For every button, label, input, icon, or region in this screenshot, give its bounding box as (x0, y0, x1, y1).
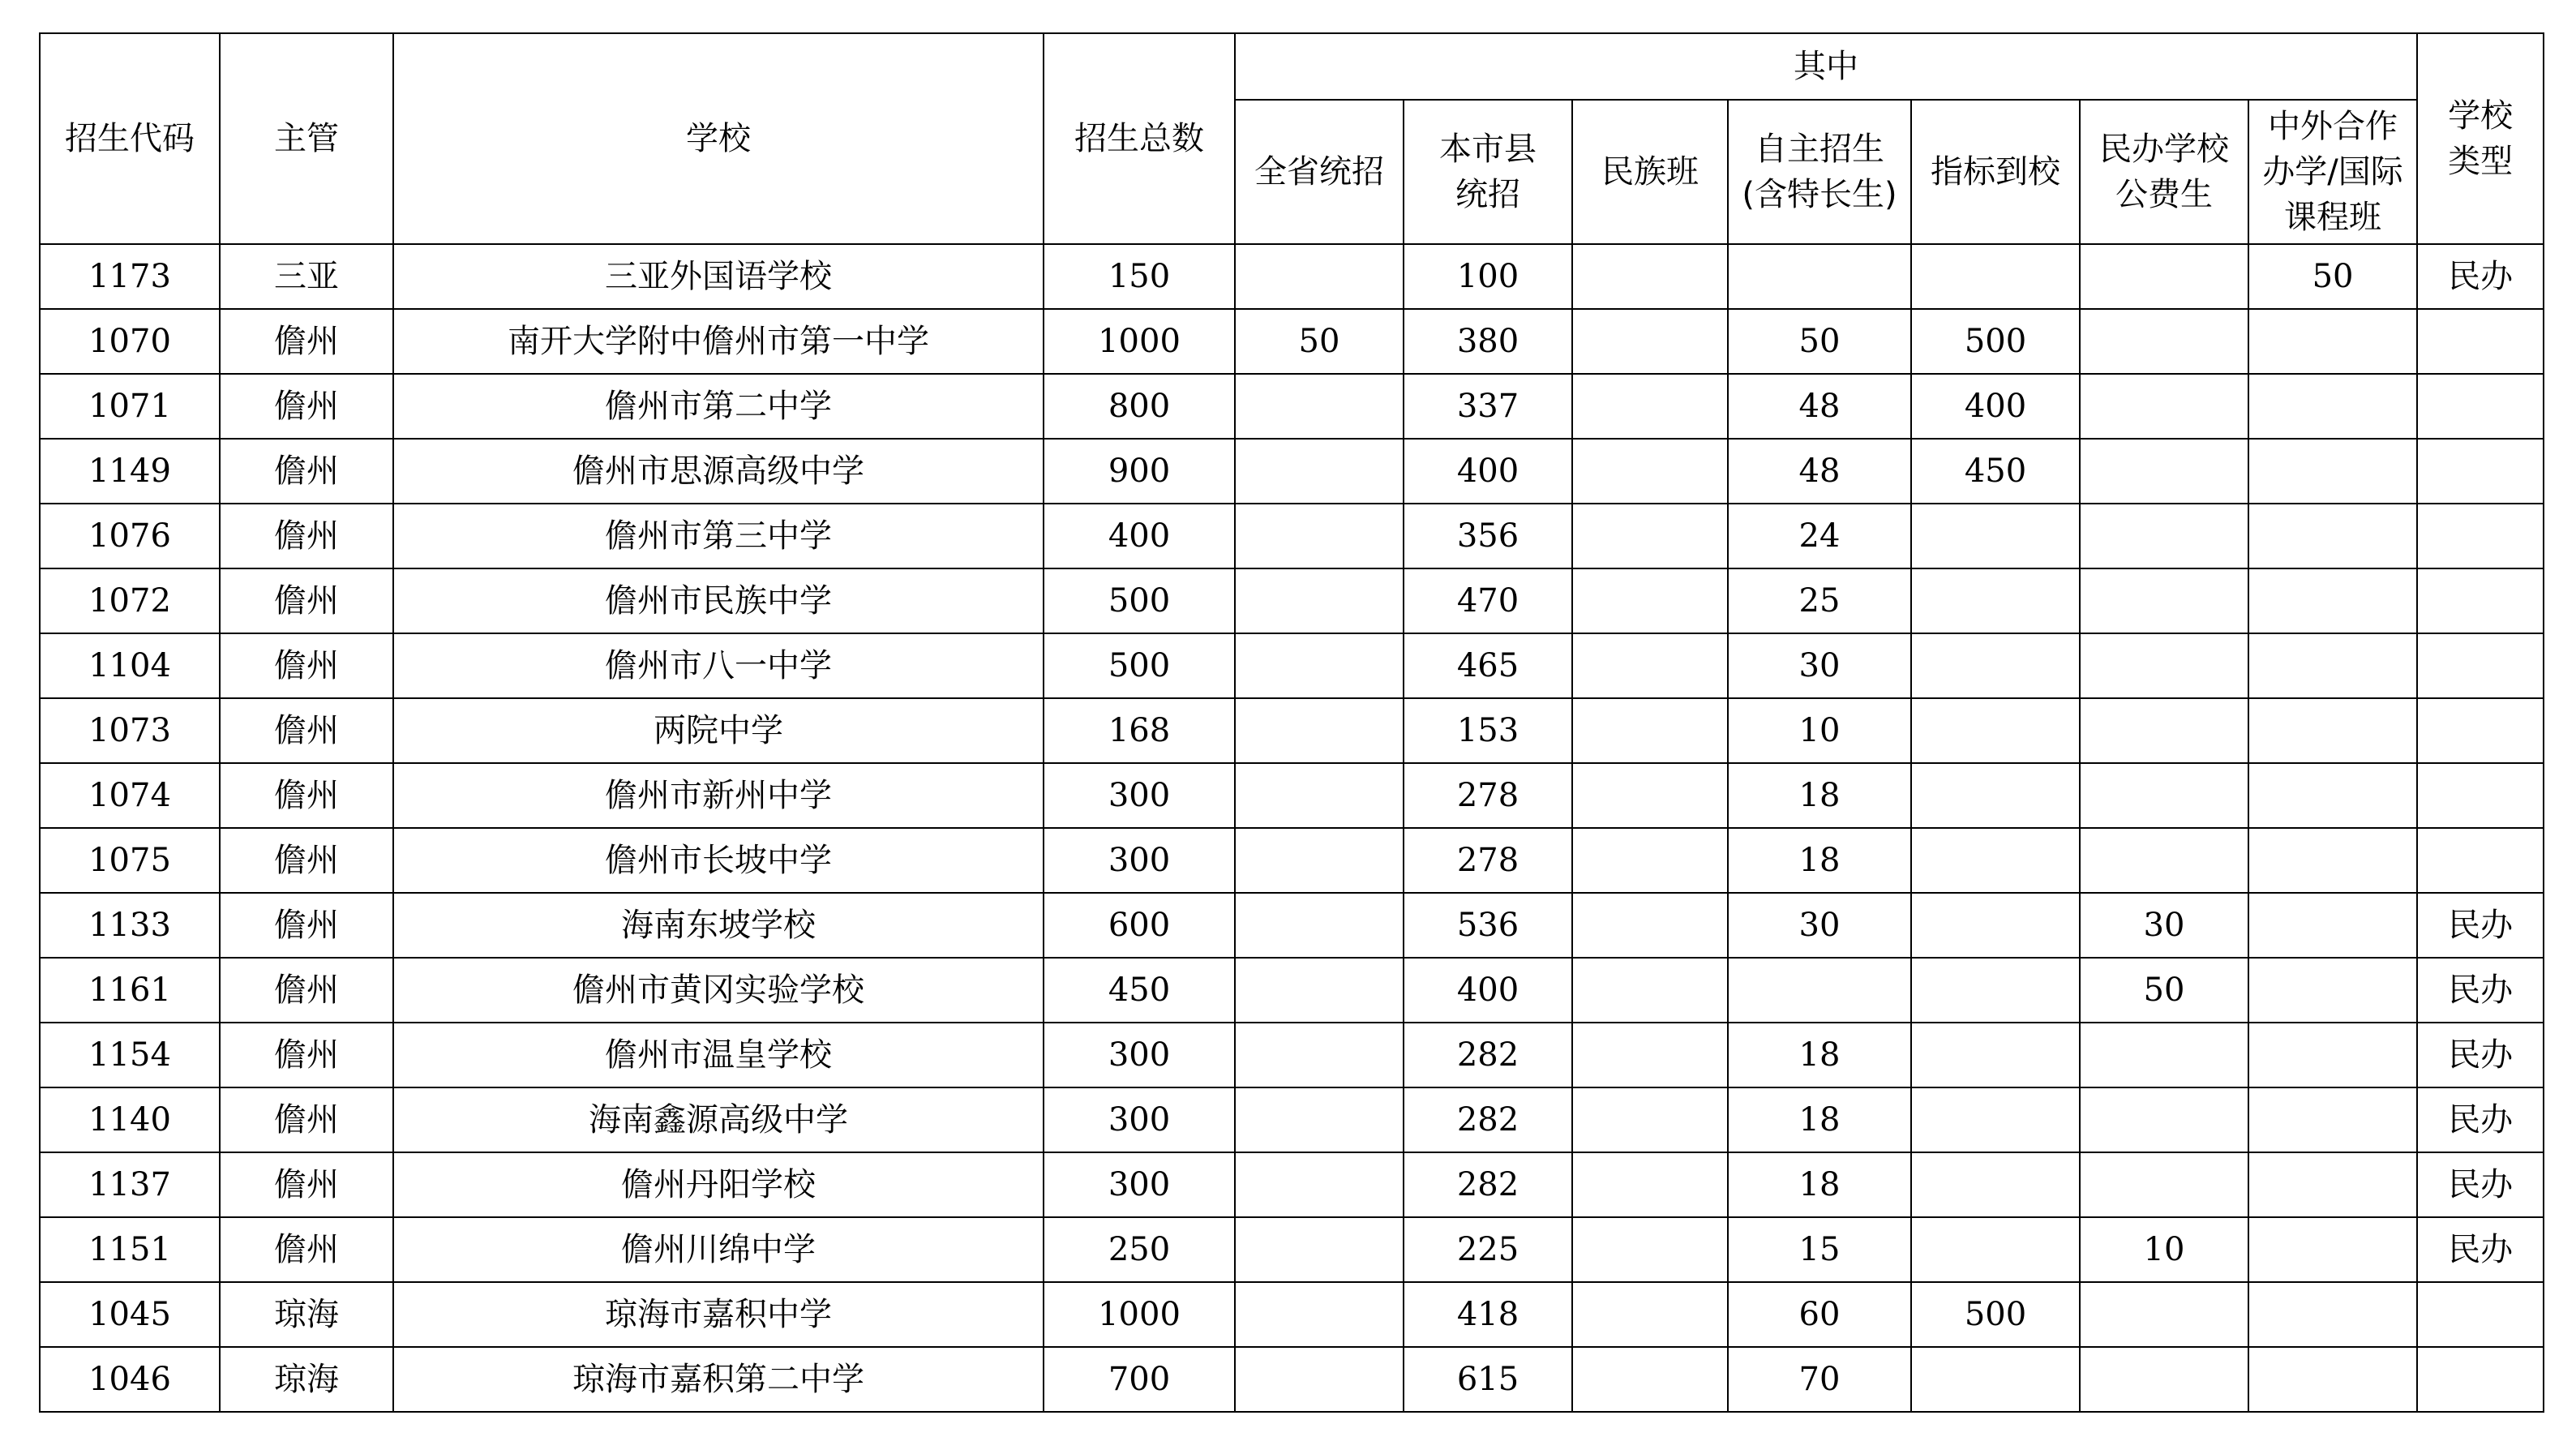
cell-intl (2248, 439, 2417, 504)
cell-autonomous: 18 (1728, 1087, 1911, 1152)
header-ethnic: 民族班 (1572, 100, 1728, 244)
cell-private-public (2080, 1087, 2248, 1152)
cell-local: 536 (1404, 893, 1572, 958)
cell-code: 1071 (40, 374, 220, 439)
cell-province (1235, 374, 1404, 439)
cell-local: 356 (1404, 504, 1572, 568)
cell-private-public (2080, 1023, 2248, 1087)
cell-autonomous: 48 (1728, 439, 1911, 504)
cell-quota (1911, 893, 2080, 958)
cell-total: 700 (1044, 1347, 1235, 1412)
cell-quota (1911, 763, 2080, 828)
cell-total: 300 (1044, 1087, 1235, 1152)
table-body (40, 244, 2544, 1412)
table-row (40, 504, 2544, 568)
cell-code: 1149 (40, 439, 220, 504)
cell-quota (1911, 698, 2080, 763)
cell-total: 400 (1044, 504, 1235, 568)
cell-local: 380 (1404, 309, 1572, 374)
cell-school: 儋州市黄冈实验学校 (393, 958, 1044, 1023)
cell-type (2417, 1347, 2544, 1412)
header-province: 全省统招 (1235, 100, 1404, 244)
cell-type (2417, 568, 2544, 633)
cell-quota (1911, 244, 2080, 309)
cell-private-public (2080, 244, 2248, 309)
header-intl-line1: 中外合作 (2268, 108, 2398, 145)
cell-province: 50 (1235, 309, 1404, 374)
header-local-line1: 本市县 (1439, 131, 1537, 168)
cell-code: 1076 (40, 504, 220, 568)
cell-autonomous: 18 (1728, 1023, 1911, 1087)
cell-quota (1911, 1087, 2080, 1152)
cell-local: 278 (1404, 763, 1572, 828)
cell-ethnic (1572, 374, 1728, 439)
cell-autonomous: 15 (1728, 1217, 1911, 1282)
header-school-type (2417, 33, 2544, 244)
cell-total: 300 (1044, 763, 1235, 828)
cell-autonomous: 18 (1728, 1152, 1911, 1217)
cell-total: 500 (1044, 568, 1235, 633)
cell-private-public (2080, 568, 2248, 633)
table-row (40, 1347, 2544, 1412)
cell-private-public (2080, 763, 2248, 828)
table-row (40, 828, 2544, 893)
cell-private-public (2080, 1347, 2248, 1412)
table-row (40, 568, 2544, 633)
cell-intl (2248, 1152, 2417, 1217)
cell-autonomous: 18 (1728, 763, 1911, 828)
cell-code: 1137 (40, 1152, 220, 1217)
cell-type (2417, 504, 2544, 568)
cell-province (1235, 568, 1404, 633)
table-row (40, 439, 2544, 504)
cell-authority: 儋州 (220, 893, 393, 958)
cell-ethnic (1572, 309, 1728, 374)
cell-intl (2248, 698, 2417, 763)
cell-school: 儋州丹阳学校 (393, 1152, 1044, 1217)
cell-private-public (2080, 1152, 2248, 1217)
cell-province (1235, 1282, 1404, 1347)
cell-school: 儋州市温皇学校 (393, 1023, 1044, 1087)
header-school-type-line2: 类型 (2448, 143, 2514, 180)
cell-autonomous: 25 (1728, 568, 1911, 633)
header-quota: 指标到校 (1911, 100, 2080, 244)
cell-autonomous: 30 (1728, 893, 1911, 958)
cell-code: 1173 (40, 244, 220, 309)
cell-quota (1911, 828, 2080, 893)
cell-intl (2248, 1282, 2417, 1347)
cell-authority: 琼海 (220, 1347, 393, 1412)
cell-code: 1073 (40, 698, 220, 763)
header-private-public-line2: 公费生 (2115, 176, 2213, 213)
cell-school: 海南东坡学校 (393, 893, 1044, 958)
cell-authority: 儋州 (220, 958, 393, 1023)
cell-intl (2248, 568, 2417, 633)
cell-authority: 儋州 (220, 439, 393, 504)
cell-province (1235, 1217, 1404, 1282)
cell-ethnic (1572, 633, 1728, 698)
header-autonomous-line2: (含特长生) (1742, 176, 1897, 213)
cell-type (2417, 374, 2544, 439)
header-total: 招生总数 (1044, 33, 1235, 244)
cell-total: 800 (1044, 374, 1235, 439)
cell-authority: 琼海 (220, 1282, 393, 1347)
cell-code: 1046 (40, 1347, 220, 1412)
cell-province (1235, 1087, 1404, 1152)
cell-local: 100 (1404, 244, 1572, 309)
cell-autonomous: 10 (1728, 698, 1911, 763)
table-row (40, 893, 2544, 958)
cell-ethnic (1572, 1217, 1728, 1282)
cell-total: 300 (1044, 1152, 1235, 1217)
cell-private-public: 10 (2080, 1217, 2248, 1282)
cell-ethnic (1572, 763, 1728, 828)
cell-autonomous: 48 (1728, 374, 1911, 439)
cell-province (1235, 1347, 1404, 1412)
cell-ethnic (1572, 1347, 1728, 1412)
cell-authority: 儋州 (220, 828, 393, 893)
cell-ethnic (1572, 568, 1728, 633)
cell-quota (1911, 958, 2080, 1023)
cell-authority: 儋州 (220, 374, 393, 439)
table-row (40, 698, 2544, 763)
cell-province (1235, 1023, 1404, 1087)
cell-total: 900 (1044, 439, 1235, 504)
cell-local: 153 (1404, 698, 1572, 763)
cell-autonomous: 24 (1728, 504, 1911, 568)
cell-intl (2248, 633, 2417, 698)
cell-ethnic (1572, 1282, 1728, 1347)
header-intl (2248, 100, 2417, 244)
cell-total: 600 (1044, 893, 1235, 958)
cell-type (2417, 309, 2544, 374)
table-row (40, 1152, 2544, 1217)
cell-authority: 儋州 (220, 763, 393, 828)
cell-intl (2248, 309, 2417, 374)
cell-type: 民办 (2417, 1087, 2544, 1152)
cell-private-public: 30 (2080, 893, 2248, 958)
header-code: 招生代码 (40, 33, 220, 244)
header-intl-line3: 课程班 (2284, 199, 2382, 236)
header-local (1404, 100, 1572, 244)
cell-intl (2248, 1217, 2417, 1282)
cell-total: 168 (1044, 698, 1235, 763)
cell-code: 1072 (40, 568, 220, 633)
cell-school: 儋州市八一中学 (393, 633, 1044, 698)
cell-autonomous: 60 (1728, 1282, 1911, 1347)
cell-province (1235, 244, 1404, 309)
cell-school: 海南鑫源高级中学 (393, 1087, 1044, 1152)
cell-local: 278 (1404, 828, 1572, 893)
cell-province (1235, 504, 1404, 568)
cell-ethnic (1572, 439, 1728, 504)
cell-autonomous (1728, 244, 1911, 309)
table-row (40, 1023, 2544, 1087)
cell-code: 1154 (40, 1023, 220, 1087)
cell-province (1235, 633, 1404, 698)
cell-school: 南开大学附中儋州市第一中学 (393, 309, 1044, 374)
cell-total: 1000 (1044, 1282, 1235, 1347)
cell-local: 225 (1404, 1217, 1572, 1282)
cell-total: 500 (1044, 633, 1235, 698)
cell-local: 615 (1404, 1347, 1572, 1412)
cell-school: 儋州市民族中学 (393, 568, 1044, 633)
table-header (40, 33, 2544, 244)
cell-private-public (2080, 698, 2248, 763)
cell-code: 1133 (40, 893, 220, 958)
cell-province (1235, 439, 1404, 504)
cell-code: 1070 (40, 309, 220, 374)
table-row (40, 1217, 2544, 1282)
cell-local: 400 (1404, 958, 1572, 1023)
cell-code: 1104 (40, 633, 220, 698)
cell-intl (2248, 958, 2417, 1023)
enrollment-plan-table (39, 32, 2544, 1413)
cell-authority: 儋州 (220, 568, 393, 633)
cell-autonomous: 50 (1728, 309, 1911, 374)
header-autonomous-line1: 自主招生 (1755, 131, 1884, 168)
cell-province (1235, 763, 1404, 828)
cell-local: 337 (1404, 374, 1572, 439)
header-local-line2: 统招 (1455, 176, 1520, 213)
cell-ethnic (1572, 1087, 1728, 1152)
cell-ethnic (1572, 958, 1728, 1023)
cell-province (1235, 828, 1404, 893)
cell-total: 250 (1044, 1217, 1235, 1282)
cell-private-public (2080, 1282, 2248, 1347)
cell-province (1235, 698, 1404, 763)
cell-authority: 儋州 (220, 309, 393, 374)
header-of-which: 其中 (1235, 33, 2417, 100)
cell-intl (2248, 504, 2417, 568)
table-row (40, 374, 2544, 439)
cell-school: 三亚外国语学校 (393, 244, 1044, 309)
table-row (40, 763, 2544, 828)
cell-quota (1911, 504, 2080, 568)
cell-local: 282 (1404, 1087, 1572, 1152)
table-row (40, 309, 2544, 374)
cell-school: 儋州市思源高级中学 (393, 439, 1044, 504)
cell-private-public (2080, 439, 2248, 504)
cell-authority: 儋州 (220, 1217, 393, 1282)
cell-ethnic (1572, 504, 1728, 568)
cell-province (1235, 1152, 1404, 1217)
cell-intl (2248, 1087, 2417, 1152)
cell-private-public (2080, 309, 2248, 374)
table-row (40, 1087, 2544, 1152)
cell-private-public (2080, 374, 2248, 439)
cell-type (2417, 1282, 2544, 1347)
cell-school: 儋州市新州中学 (393, 763, 1044, 828)
cell-ethnic (1572, 698, 1728, 763)
cell-authority: 儋州 (220, 1023, 393, 1087)
cell-private-public (2080, 633, 2248, 698)
header-school-type-line1: 学校 (2448, 97, 2514, 135)
header-intl-line2: 办学/国际 (2262, 153, 2403, 191)
cell-type: 民办 (2417, 1152, 2544, 1217)
cell-quota: 500 (1911, 1282, 2080, 1347)
cell-authority: 三亚 (220, 244, 393, 309)
cell-quota: 450 (1911, 439, 2080, 504)
cell-quota (1911, 1023, 2080, 1087)
cell-total: 300 (1044, 828, 1235, 893)
cell-intl (2248, 1023, 2417, 1087)
cell-intl (2248, 828, 2417, 893)
cell-local: 465 (1404, 633, 1572, 698)
cell-quota (1911, 633, 2080, 698)
header-private-public (2080, 100, 2248, 244)
table-row (40, 633, 2544, 698)
cell-type: 民办 (2417, 1217, 2544, 1282)
cell-autonomous (1728, 958, 1911, 1023)
cell-authority: 儋州 (220, 504, 393, 568)
cell-type (2417, 439, 2544, 504)
cell-school: 儋州市第三中学 (393, 504, 1044, 568)
cell-type (2417, 763, 2544, 828)
cell-type (2417, 828, 2544, 893)
cell-total: 1000 (1044, 309, 1235, 374)
cell-province (1235, 958, 1404, 1023)
cell-code: 1151 (40, 1217, 220, 1282)
cell-code: 1075 (40, 828, 220, 893)
cell-quota (1911, 568, 2080, 633)
cell-quota (1911, 1217, 2080, 1282)
cell-school: 儋州川绵中学 (393, 1217, 1044, 1282)
cell-type (2417, 698, 2544, 763)
cell-quota (1911, 1347, 2080, 1412)
cell-intl (2248, 1347, 2417, 1412)
cell-intl (2248, 374, 2417, 439)
cell-code: 1140 (40, 1087, 220, 1152)
cell-local: 470 (1404, 568, 1572, 633)
cell-local: 418 (1404, 1282, 1572, 1347)
cell-school: 两院中学 (393, 698, 1044, 763)
cell-code: 1161 (40, 958, 220, 1023)
cell-total: 450 (1044, 958, 1235, 1023)
cell-autonomous: 18 (1728, 828, 1911, 893)
cell-total: 150 (1044, 244, 1235, 309)
cell-quota: 400 (1911, 374, 2080, 439)
cell-local: 400 (1404, 439, 1572, 504)
cell-quota (1911, 1152, 2080, 1217)
cell-school: 琼海市嘉积第二中学 (393, 1347, 1044, 1412)
cell-total: 300 (1044, 1023, 1235, 1087)
cell-private-public: 50 (2080, 958, 2248, 1023)
enrollment-table-container (39, 32, 2544, 1413)
header-row-top (40, 33, 2544, 100)
cell-school: 琼海市嘉积中学 (393, 1282, 1044, 1347)
table-row (40, 958, 2544, 1023)
cell-autonomous: 70 (1728, 1347, 1911, 1412)
cell-private-public (2080, 828, 2248, 893)
cell-type: 民办 (2417, 244, 2544, 309)
cell-school: 儋州市长坡中学 (393, 828, 1044, 893)
cell-private-public (2080, 504, 2248, 568)
cell-school: 儋州市第二中学 (393, 374, 1044, 439)
cell-province (1235, 893, 1404, 958)
cell-ethnic (1572, 244, 1728, 309)
cell-type: 民办 (2417, 893, 2544, 958)
header-authority: 主管 (220, 33, 393, 244)
cell-ethnic (1572, 1023, 1728, 1087)
cell-code: 1045 (40, 1282, 220, 1347)
cell-intl (2248, 763, 2417, 828)
cell-intl (2248, 893, 2417, 958)
cell-code: 1074 (40, 763, 220, 828)
cell-local: 282 (1404, 1152, 1572, 1217)
table-row (40, 1282, 2544, 1347)
cell-type: 民办 (2417, 1023, 2544, 1087)
cell-authority: 儋州 (220, 698, 393, 763)
cell-authority: 儋州 (220, 633, 393, 698)
cell-type (2417, 633, 2544, 698)
cell-autonomous: 30 (1728, 633, 1911, 698)
cell-ethnic (1572, 893, 1728, 958)
header-private-public-line1: 民办学校 (2099, 131, 2229, 168)
cell-ethnic (1572, 1152, 1728, 1217)
cell-ethnic (1572, 828, 1728, 893)
header-autonomous (1728, 100, 1911, 244)
cell-quota: 500 (1911, 309, 2080, 374)
header-school: 学校 (393, 33, 1044, 244)
cell-local: 282 (1404, 1023, 1572, 1087)
cell-intl: 50 (2248, 244, 2417, 309)
cell-authority: 儋州 (220, 1087, 393, 1152)
cell-type: 民办 (2417, 958, 2544, 1023)
cell-authority: 儋州 (220, 1152, 393, 1217)
table-row (40, 244, 2544, 309)
